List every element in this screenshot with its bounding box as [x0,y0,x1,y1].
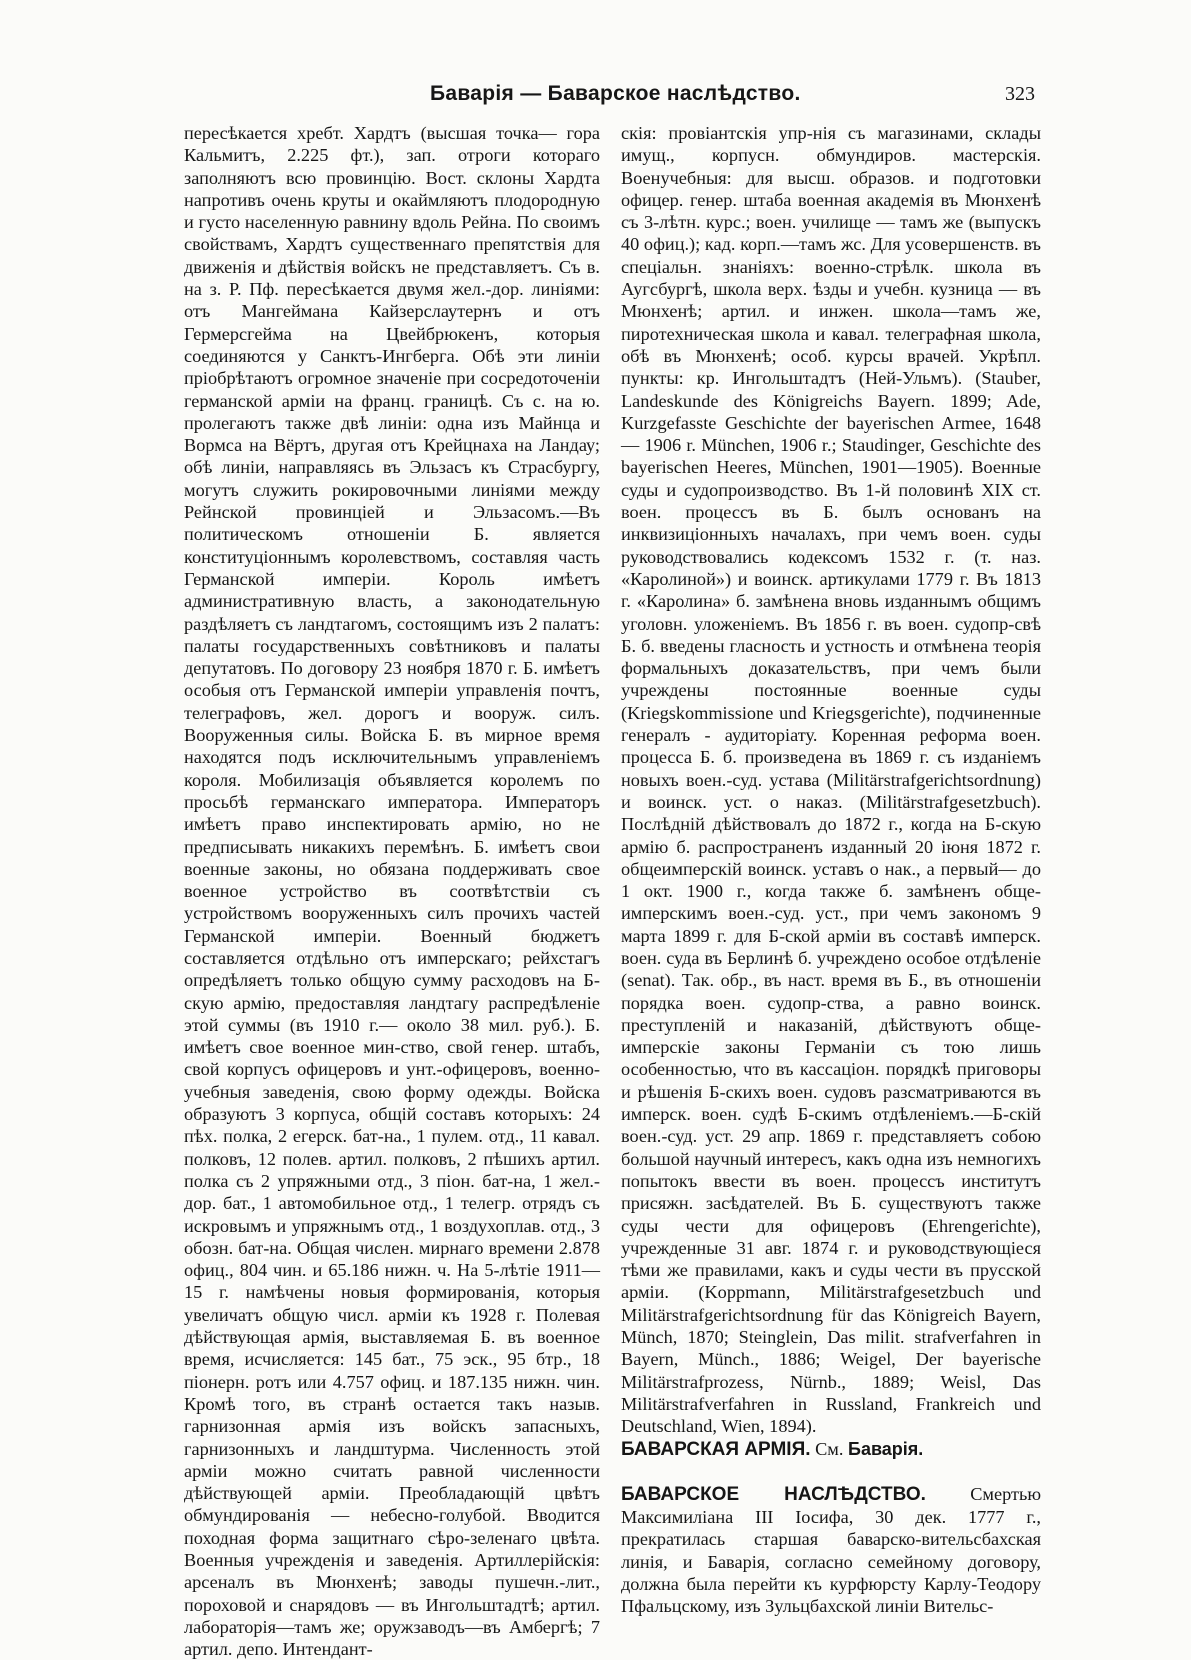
page-number: 323 [1005,83,1035,105]
right-column-text: скія: провіантскія упр-нія съ магазинами, склады имущ., корпусн. обмундиров. мастерскія. Военучебныя: для высш. образов. и подготовки офицер. генер. штаба военная академія въ Мюнхенѣ съ 3-лѣтн. курс.; воен. училище — тамъ же (выпускъ 40 офиц.); кад. корп.—тамъ жс. Для усовершенств. въ спеціальн. знаніяхъ: военно-стрѣлк. школа въ Аугсбургѣ, школа верх. ѣзды и учебн. кузница — въ Мюнхенѣ; артил. и инжен. школа—тамъ же, пиротехническая школа и кавал. телеграфная школа, обѣ въ Мюнхенѣ; особ. курсы врачей. Укрѣпл. пункты: кр. Ингольштадтъ (Ней-Ульмъ). (Stauber, Landeskunde des Königreichs Bayern. 1899; Ade, Kurzgefasste Geschichte der bayerischen Armee, 1648 — 1906 r. München, 1906 r.; Staudinger, Geschichte des bayerischen Heeres, München, 1901—1905). Военные суды и судопроизводство. Въ 1-й половинѣ XIX ст. воен. процессъ въ Б. былъ основанъ на инквизиціонныхъ началахъ, при чемъ воен. суды руководствовались кодексомъ 1532 г. (т. наз. «Каролиной») и воинск. артикулами 1779 г. Въ 1813 г. «Каролина» б. замѣнена вновь изданнымъ общимъ уголовн. уложеніемъ. Въ 1856 г. въ воен. судопр-свѣ Б. б. введены гласность и устность и отмѣнена теорія формальныхъ доказательствъ, при чемъ были учреждены постоянные военные суды (Kriegskommissione und Kriegsgerichte), подчиненные генералъ - аудиторіату. Коренная реформа воен. процесса Б. б. произведена въ 1869 г. съ изданіемъ новыхъ воен.-суд. устава (Militärstrafgerichtsordnung) и воинск. уст. о наказ. (Militärstrafgesetzbuch). Послѣдній дѣйствовалъ до 1872 г., когда на Б-скую армію б. распространенъ изданный 20 іюня 1872 г. общеимперскій воинск. уставъ о нак., а первый— до 1 окт. 1900 г., когда также б. замѣненъ обще-имперскимъ воен.-суд. уст., при чемъ закономъ 9 марта 1899 г. для Б-ской арміи въ составѣ имперск. воен. суда въ Берлинѣ б. учреждено особое отдѣленіе (senat). Так. обр., въ наст. время въ Б., въ отношеніи порядка воен. судопр-ства, а равно воинск. преступленій и наказаній, дѣйствуютъ обще-имперскіе законы Германіи съ тою лишь особенностью, что въ кассаціон. порядкѣ приговоры и рѣшенія Б-скихъ воен. судовъ разсматриваются въ имперск. воен. судѣ Б-скимъ отдѣленіемъ.—Б-скій воен.-суд. уст. 29 апр. 1869 г. представляетъ собою большой научный интересъ, какъ одна изъ немногихъ попытокъ ввести въ воен. процессъ институтъ присяжн. засѣдателей. Въ Б. существуютъ также суды чести для офицеровъ (Ehrengerichte), учрежденные 31 авг. 1874 г. и руководствующіеся тѣми же правилами, какъ и суды чести въ прусской арміи. (Koppmann, Militärstrafgesetzbuch und Militärstrafgerichtsordnung für das Königreich Bayern, Münch, 1870; Steinglein, Das milit. strafverfahren in Bayern, Münch., 1886; Weigel, Der bayerische Militärstrafprozess, Nürnb., 1889; Weisl, Das Militärstrafverfahren in Russland, Frankreich und Deutschland, Wien, 1894). [621,123,1041,1437]
entry-bavarian-army [621,1438,1041,1461]
page-title: Баварія — Баварское наслѣдство. [430,82,801,105]
entry-heading-bavarian-succession: БАВАРСКОЕ НАСЛѢДСТВО. [621,1483,926,1505]
entry-text-bavarian-succession: Смертью Максимиліана III Іосифа, 30 дек. 1777 г., прекратилась старшая баварско-вительсбахская линія, и Баварія, согласно семейному договору, должна была перейти къ курфюрсту Карлу-Теодору Пфальцскому, изъ Зульцбахской линіи Вительс- [621,1483,1041,1617]
running-header [0,82,1191,112]
entry-heading-bavarian-army: БАВАРСКАЯ АРМІЯ. [621,1438,811,1460]
left-column [184,122,600,1660]
entry-text-bavarian-army: См. [815,1438,844,1459]
right-column [621,122,1041,1618]
left-column-text: пересѣкается хребт. Хардтъ (высшая точка— гора Кальмитъ, 2.225 фт.), зап. отроги котораго заполняютъ всю провинцію. Вост. склоны Хардта напротивъ очень круты и окаймляютъ плодородную и густо населенную равнину вдоль Рейна. По своимъ свойствамъ, Хардтъ существеннаго препятствія для движенія и дѣйствія войскъ не представляетъ. Съ в. на з. Р. Пф. пересѣкается двумя жел.-дор. линіями: отъ Мангеймана Кайзерслаутернъ и отъ Гермерсгейма на Цвейбрюкенъ, которыя соединяются у Санктъ-Ингберга. Обѣ эти линіи пріобрѣтаютъ огромное значеніе при сосредоточеніи германской арміи на франц. границѣ. Съ с. на ю. пролегаютъ также двѣ линіи: одна изъ Майнца и Вормса на Вёртъ, другая отъ Крейцнаха на Ландау; обѣ линіи, направляясь въ Эльзасъ къ Страсбургу, могутъ служить рокировочными линіями между Рейнской провинціей и Эльзасомъ.—Въ политическомъ отношеніи Б. является конституціоннымъ королевствомъ, составляя часть Германской имперіи. Король имѣетъ административную власть, а законодательную раздѣляетъ съ ландтагомъ, состоящимъ изъ 2 палатъ: палаты государственныхъ совѣтниковъ и палаты депутатовъ. По договору 23 ноября 1870 г. Б. имѣетъ особыя отъ Германской имперіи управленія почтъ, телеграфовъ, жел. дорогъ и вооруж. силъ. Вооруженныя силы. Войска Б. въ мирное время находятся подъ исключительнымъ управленіемъ короля. Мобилизація объявляется королемъ по просьбѣ германскаго императора. Императоръ имѣетъ право инспектировать армію, но не предписывать никакихъ перемѣнъ. Б. имѣетъ свои военные законы, но обязана поддерживать свое военное устройство въ соотвѣтствіи съ устройствомъ вооруженныхъ силъ прочихъ частей Германской имперіи. Военный бюджетъ составляется отдѣльно отъ имперскаго; рейхстагъ опредѣляетъ только общую сумму расходовъ на Б-скую армію, предоставляя ландтагу распредѣленіе этой суммы (въ 1910 г.— около 38 мил. руб.). Б. имѣетъ свое военное мин-ство, свой генер. штабъ, свой корпусъ офицеровъ и унт.-офицеровъ, военно-учебныя заведенія, свою форму одежды. Войска образуютъ 3 корпуса, общій составъ которыхъ: 24 пѣх. полка, 2 егерск. бат-на., 1 пулем. отд., 11 кавал. полковъ, 12 полев. артил. полковъ, 2 пѣшихъ артил. полка съ 2 упряжными отд., 3 піон. бат-на, 1 жел.-дор. бат., 1 автомобильное отд., 1 телегр. отрядъ съ искровымъ и упряжнымъ отд., 1 воздухоплав. отд., 3 обозн. бат-на. Общая числен. мирнаго времени 2.878 офиц., 804 чин. и 65.186 нижн. ч. На 5-лѣтіе 1911—15 г. намѣчены новыя формированія, которыя увеличатъ общую числ. арміи къ 1928 г. Полевая дѣйствующая армія, выставляемая Б. въ военное время, исчисляется: 145 бат., 75 эск., 95 бтр., 18 піонерн. ротъ или 4.757 офиц. и 187.135 нижн. чин. Кромѣ того, въ странѣ остается такъ назыв. гарнизонная армія изъ войскъ запасныхъ, гарнизонныхъ и ландштурма. Численность этой арміи можно считать равной численности дѣйствующей арміи. Преобладающій цвѣтъ обмундированія — небесно-голубой. Вводится походная форма защитнаго сѣро-зеленаго цвѣта. Военныя учрежденія и заведенія. Артиллерійскія: арсеналъ въ Мюнхенѣ; заводы пушечн.-лит., пороховой и снарядовъ — въ Ингольштадтѣ; артил. лабораторія—тамъ же; оружзаводъ—въ Амбергѣ; 7 артил. депо. Интендант- [184,123,600,1660]
entry-bavarian-succession [621,1483,1041,1618]
cross-reference-link[interactable]: Баварія. [848,1438,924,1459]
